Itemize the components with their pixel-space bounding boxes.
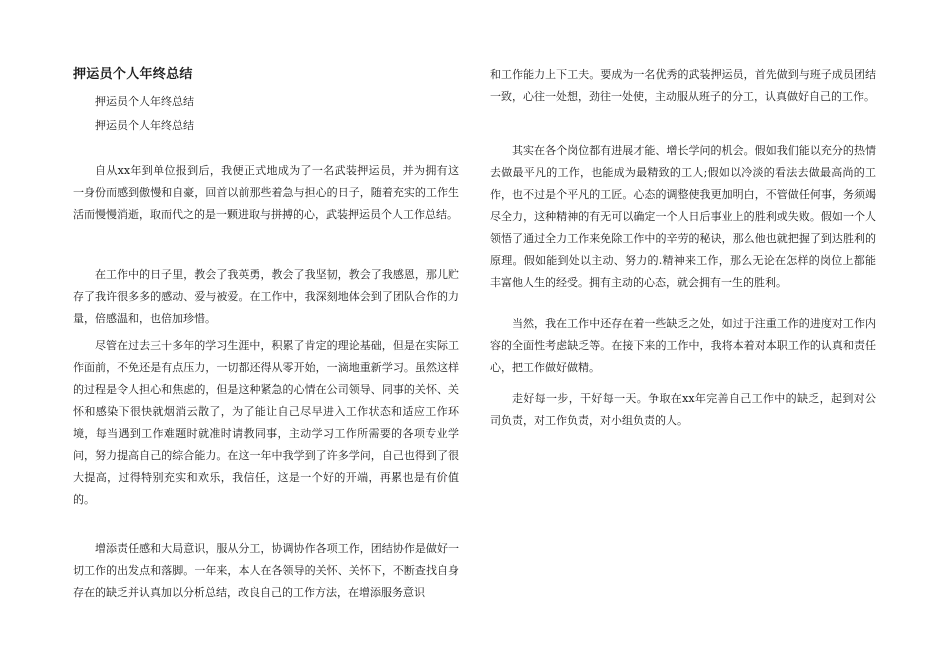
paragraph-5: 其实在各个岗位都有进展才能、增长学问的机会。假如我们能以充分的热情去做最平凡的工作，也能成为最精致的工人;假如以冷淡的看法去做最高尚的工作，也不过是个平凡的工匠。心态的调整使我更加明白，不管做任何事，务须竭尽全力，这种精神的有无可以确定一个人日后事业上的胜利或失败。假如一个人领悟了通过全力工作来免除工作中的辛劳的秘诀，那么他也就把握了到达胜利的原理。假如能到处以主动、努力的.精神来工作，那么无论在怎样的岗位上都能丰富他人生的经受。拥有主动的心态，就会拥有一生的胜利。 (490, 144, 876, 289)
document-subtitle-2: 押运员个人年终总结 (95, 119, 194, 132)
paragraph-4-continued: 和工作能力上下工夫。要成为一名优秀的武装押运员，首先做到与班子成员团结一致，心往一处想，劲往一处使，主动服从班子的分工，认真做好自己的工作。 (490, 68, 876, 103)
paragraph-7: 走好每一步，干好每一天。争取在xx年完善自己工作中的缺乏，起到对公司负责，对工作负责，对小组负责的人。 (490, 392, 876, 427)
paragraph-2: 在工作中的日子里，教会了我英勇，教会了我坚韧，教会了我感恩，那儿贮存了我许很多多的感动、爱与被爱。在工作中，我深刻地体会到了团队合作的力量，倍感温和，也倍加珍惜。 (73, 268, 459, 325)
paragraph-4: 增添责任感和大局意识，服从分工，协调协作各项工作，团结协作是做好一切工作的出发点和落脚。一年来，本人在各领导的关怀、关怀下，不断查找自身存在的缺乏并认真加以分析总结，改良自己的工作方法，在增添服务意识 (73, 542, 459, 599)
paragraph-1: 自从xx年到单位报到后，我便正式地成为了一名武装押运员，并为拥有这一身份而感到傲慢和自豪，回首以前那些着急与担心的日子，随着充实的工作生活而慢慢消逝，取而代之的是一颗进取与拼搏的心，武装押运员个人工作总结。 (73, 164, 459, 221)
paragraph-6: 当然，我在工作中还存在着一些缺乏之处，如过于注重工作的进度对工作内容的全面性考虑缺乏等。在接下来的工作中，我将本着对本职工作的认真和责任心，把工作做好做精。 (490, 317, 876, 374)
document-title: 押运员个人年终总结 (73, 67, 193, 82)
document-subtitle-1: 押运员个人年终总结 (95, 95, 194, 108)
paragraph-3: 尽管在过去三十多年的学习生涯中，积累了肯定的理论基础，但是在实际工作面前，不免还是有点压力，一切都还得从零开始，一滴地重新学习。虽然这样的过程是令人担心和焦虑的，但是这种紧急的心情在公司领导、同事的关怀、关怀和感染下很快就烟消云散了，为了能让自己尽早进入工作状态和适应工作环境，每当遇到工作难题时就准时请教同事，主动学习工作所需要的各项专业学问，努力提高自己的综合能力。在这一年中我学到了许多学问，自己也得到了很大提高，过得特别充实和欢乐，我信任，这是一个好的开端，再累也是有价值的。 (73, 339, 459, 506)
